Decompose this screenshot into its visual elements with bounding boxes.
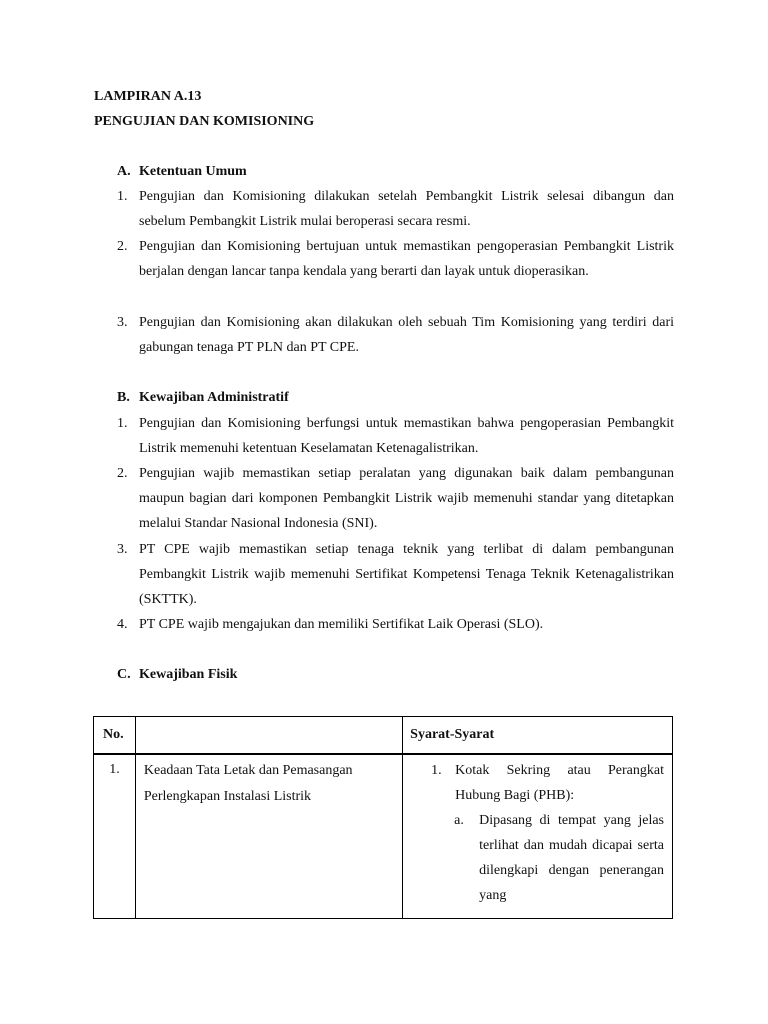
table-header-row <box>94 717 673 755</box>
column-header-requirements: Syarat-Syarat <box>403 717 673 755</box>
section-c-title: Kewajiban Fisik <box>139 667 238 682</box>
sub-item-letter: a. <box>454 813 464 828</box>
list-item <box>117 411 674 461</box>
column-header-no: No. <box>94 717 136 755</box>
section-a-letter: A. <box>117 164 131 179</box>
section-c-heading <box>117 667 237 683</box>
row-number: 1. <box>94 754 136 919</box>
row-description: Keadaan Tata Letak dan Pemasangan Perlengkapan Instalasi Listrik <box>135 754 402 919</box>
list-item-number: 3. <box>117 542 128 557</box>
requirement-sub-item <box>454 808 664 908</box>
list-item-text: Pengujian dan Komisioning berfungsi untuk memastikan bahwa pengoperasian Pembangkit Listrik memenuhi ketentuan Keselamatan Ketenagalistrikan. <box>139 416 674 456</box>
list-item <box>117 310 674 360</box>
list-item <box>117 234 674 284</box>
column-header-item <box>135 717 402 755</box>
section-a-heading <box>117 164 247 180</box>
section-c-letter: C. <box>117 667 131 682</box>
section-b-letter: B. <box>117 390 130 405</box>
list-item-text: Pengujian dan Komisioning dilakukan setelah Pembangkit Listrik selesai dibangun dan sebelum Pembangkit Listrik mulai beroperasi secara resmi. <box>139 189 674 229</box>
list-item-text: PT CPE wajib mengajukan dan memiliki Sertifikat Laik Operasi (SLO). <box>139 617 544 632</box>
requirements-table <box>93 716 673 919</box>
list-item-number: 2. <box>117 466 128 481</box>
list-item <box>117 184 674 234</box>
list-item-text: Pengujian wajib memastikan setiap peralatan yang digunakan baik dalam pembangunan maupun bagian dari komponen Pembangkit Listrik wajib memenuhi standar yang ditetapkan melalui Standar Nasional Indonesia (SNI). <box>139 466 674 531</box>
list-item-number: 1. <box>117 416 128 431</box>
appendix-subtitle: PENGUJIAN DAN KOMISIONING <box>94 114 315 129</box>
requirement-item <box>431 758 664 808</box>
list-item <box>117 612 674 637</box>
list-item-number: 1. <box>117 189 128 204</box>
requirement-text: Kotak Sekring atau Perangkat Hubung Bagi (PHB): <box>455 763 664 803</box>
list-item-text: Pengujian dan Komisioning bertujuan untuk memastikan pengoperasian Pembangkit Listrik berjalan dengan lancar tanpa kendala yang berarti dan layak untuk dioperasikan. <box>139 239 674 279</box>
section-b-title: Kewajiban Administratif <box>139 390 289 405</box>
list-item-number: 3. <box>117 315 128 330</box>
row-requirements <box>403 754 673 919</box>
sub-item-text: Dipasang di tempat yang jelas terlihat dan mudah dicapai serta dilengkapi dengan penerangan yang <box>479 813 664 903</box>
list-item-text: PT CPE wajib memastikan setiap tenaga teknik yang terlibat di dalam pembangunan Pembangkit Listrik wajib memenuhi Sertifikat Kompetensi Tenaga Teknik Ketenagalistrikan (SKTTK). <box>139 542 674 607</box>
list-item-text: Pengujian dan Komisioning akan dilakukan oleh sebuah Tim Komisioning yang terdiri dari gabungan tenaga PT PLN dan PT CPE. <box>139 315 674 355</box>
section-a-title: Ketentuan Umum <box>139 164 247 179</box>
list-item-number: 4. <box>117 617 128 632</box>
section-b-heading <box>117 390 289 406</box>
requirement-number: 1. <box>431 763 442 778</box>
list-item-number: 2. <box>117 239 128 254</box>
list-item <box>117 461 674 536</box>
appendix-title: LAMPIRAN A.13 <box>94 89 202 104</box>
table-row <box>94 754 673 919</box>
list-item <box>117 537 674 612</box>
